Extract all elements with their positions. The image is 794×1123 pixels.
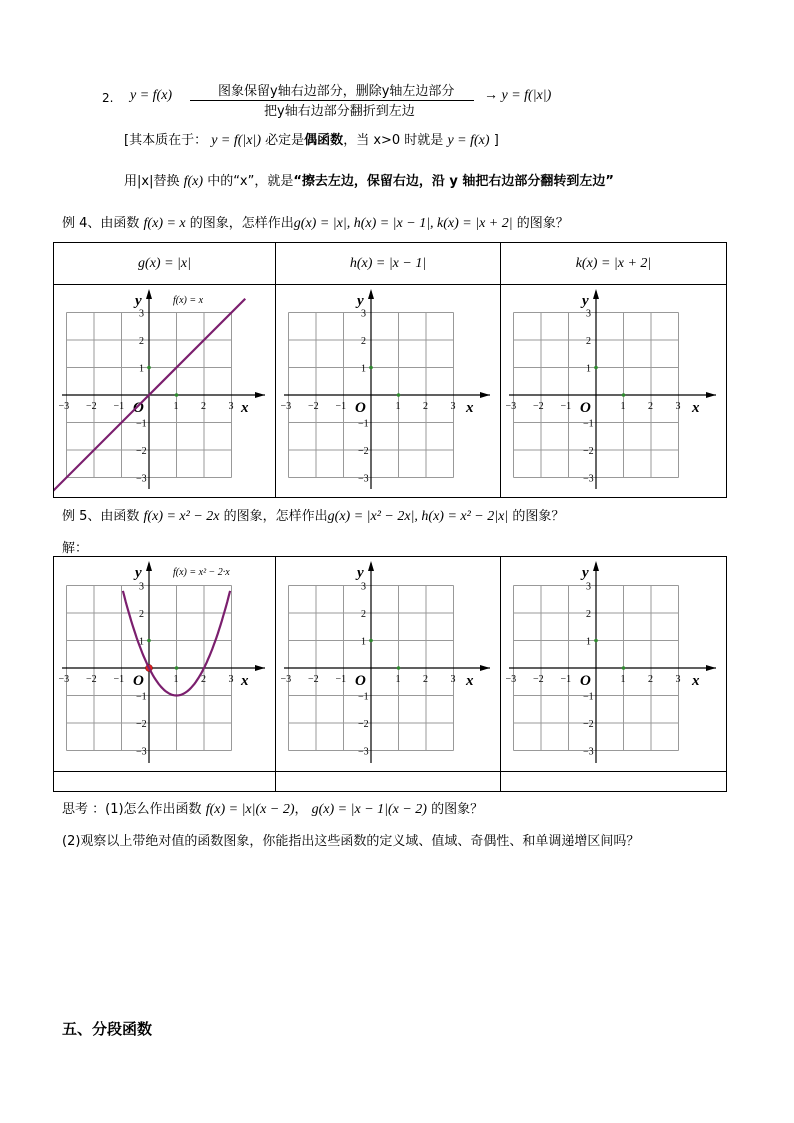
ex4-pre: 例 4、由函数 bbox=[62, 216, 140, 231]
graph-g[interactable] bbox=[54, 285, 275, 493]
solution-label: 解： bbox=[62, 541, 89, 556]
graph-ex5-h[interactable] bbox=[501, 557, 726, 767]
origin-label: O bbox=[580, 673, 591, 689]
x-axis-arrow bbox=[255, 392, 265, 398]
think1 bbox=[62, 798, 483, 818]
function-label: f(x) = x bbox=[173, 295, 204, 306]
y-tick-label: 3 bbox=[586, 581, 591, 593]
x-axis-label: x bbox=[692, 400, 700, 416]
y-tick-label: −1 bbox=[583, 418, 594, 430]
ex4-f: f(x) = x bbox=[143, 216, 186, 231]
y-tick-label: −2 bbox=[583, 446, 594, 457]
unit-dot-x bbox=[622, 393, 626, 397]
ex4-table bbox=[53, 242, 727, 498]
x-tick-label: −1 bbox=[560, 674, 572, 685]
ex5-end: 的图象？ bbox=[512, 509, 565, 524]
replace-line bbox=[124, 170, 614, 190]
y-tick-label: −1 bbox=[136, 691, 147, 703]
x-tick-label: 1 bbox=[620, 674, 626, 685]
x-tick-label: 2 bbox=[201, 401, 206, 412]
replace-pre: 用|x|替换 bbox=[124, 174, 180, 189]
x-tick-label: −1 bbox=[113, 401, 125, 412]
y-axis-arrow bbox=[146, 289, 152, 299]
replace-fx: f(x) bbox=[183, 174, 204, 189]
essence-mid2: ，当 x>0 时就是 bbox=[343, 133, 444, 148]
x-tick-label: −2 bbox=[533, 674, 544, 685]
essence-end: ] bbox=[493, 133, 499, 148]
graph-parabola[interactable] bbox=[54, 557, 275, 767]
x-tick-label: −1 bbox=[560, 401, 572, 412]
x-tick-label: −1 bbox=[335, 674, 347, 685]
x-tick-label: −3 bbox=[280, 674, 292, 685]
graph-k[interactable] bbox=[501, 285, 726, 493]
x-tick-label: −2 bbox=[86, 401, 97, 412]
x-tick-label: 2 bbox=[648, 401, 653, 412]
empty-cell bbox=[501, 772, 727, 792]
y-tick-label: 3 bbox=[139, 581, 144, 593]
y-tick-label: −2 bbox=[136, 446, 147, 457]
x-tick-label: 3 bbox=[675, 674, 681, 685]
y-tick-label: −3 bbox=[136, 473, 147, 485]
x-axis-arrow bbox=[706, 665, 716, 671]
unit-dot-x bbox=[622, 666, 626, 670]
empty-cell bbox=[276, 772, 501, 792]
x-tick-label: 1 bbox=[173, 674, 179, 685]
essence-pre: [其本质在于： bbox=[124, 133, 208, 148]
x-tick-label: −3 bbox=[280, 401, 292, 412]
y-axis-label: y bbox=[582, 565, 589, 581]
function-label: f(x) = x² − 2·x bbox=[173, 567, 230, 578]
graph-cell bbox=[276, 285, 501, 498]
y-tick-label: 2 bbox=[586, 336, 591, 347]
think2: (2)观察以上带绝对值的函数图象，你能指出这些函数的定义域、值域、奇偶性、和单调递增区间吗？ bbox=[62, 834, 640, 849]
x-tick-label: 3 bbox=[675, 401, 681, 412]
ex4-header-g: g(x) = |x| bbox=[54, 243, 276, 285]
y-tick-label: 1 bbox=[586, 636, 591, 648]
x-axis-arrow bbox=[480, 665, 490, 671]
x-axis-arrow bbox=[480, 392, 490, 398]
origin-label: O bbox=[133, 673, 144, 689]
graph-cell bbox=[276, 557, 501, 772]
think1-end: 的图象？ bbox=[431, 802, 484, 817]
y-tick-label: −2 bbox=[583, 719, 594, 730]
unit-dot-y bbox=[369, 639, 373, 643]
y-tick-label: 3 bbox=[361, 581, 366, 593]
y-tick-label: 1 bbox=[361, 363, 366, 375]
x-tick-label: −3 bbox=[505, 401, 517, 412]
y-tick-label: 2 bbox=[361, 609, 366, 620]
graph-h[interactable] bbox=[276, 285, 500, 493]
x-tick-label: 3 bbox=[228, 401, 234, 412]
y-tick-label: −2 bbox=[136, 719, 147, 730]
essence-even: 偶函数 bbox=[304, 133, 344, 148]
x-axis-label: x bbox=[692, 673, 700, 689]
x-tick-label: −3 bbox=[505, 674, 517, 685]
y-tick-label: 2 bbox=[139, 609, 144, 620]
essence-f2: y = f(x) bbox=[447, 133, 490, 148]
x-tick-label: −3 bbox=[58, 401, 70, 412]
ex4-header-h: h(x) = |x − 1| bbox=[276, 243, 501, 285]
y-tick-label: −3 bbox=[583, 746, 594, 758]
graph-cell bbox=[54, 557, 276, 772]
y-tick-label: 1 bbox=[139, 636, 144, 648]
y-axis-label: y bbox=[135, 293, 142, 309]
essence-mid: 必定是 bbox=[265, 133, 305, 148]
y-tick-label: −1 bbox=[358, 691, 369, 703]
y-tick-label: 1 bbox=[139, 363, 144, 375]
x-tick-label: 1 bbox=[620, 401, 626, 412]
y-tick-label: 1 bbox=[586, 363, 591, 375]
y-tick-label: −3 bbox=[136, 746, 147, 758]
x-tick-label: 3 bbox=[450, 401, 456, 412]
replace-mid: 中的“x”，就是 bbox=[207, 174, 294, 189]
y-tick-label: −1 bbox=[358, 418, 369, 430]
sec2-number: 2. bbox=[102, 91, 114, 105]
y-axis-arrow bbox=[593, 289, 599, 299]
ex5-question bbox=[62, 505, 564, 525]
y-tick-label: 3 bbox=[361, 308, 366, 320]
unit-dot-y bbox=[594, 366, 598, 370]
sec2-lhs: y = f(x) bbox=[130, 88, 173, 103]
x-tick-label: −2 bbox=[308, 674, 319, 685]
ex4-end: 的图象？ bbox=[516, 216, 569, 231]
ex4-header-k: k(x) = |x + 2| bbox=[501, 243, 727, 285]
unit-dot-y bbox=[147, 639, 151, 643]
x-tick-label: 2 bbox=[423, 401, 428, 412]
x-tick-label: −2 bbox=[86, 674, 97, 685]
y-tick-label: 2 bbox=[586, 609, 591, 620]
y-tick-label: −2 bbox=[358, 446, 369, 457]
unit-dot-x bbox=[175, 666, 179, 670]
graph-cell bbox=[501, 285, 727, 498]
x-tick-label: 2 bbox=[201, 674, 206, 685]
y-tick-label: −3 bbox=[583, 473, 594, 485]
x-axis-label: x bbox=[466, 673, 474, 689]
unit-dot-x bbox=[175, 393, 179, 397]
graph-cell bbox=[501, 557, 727, 772]
ex4-question bbox=[62, 212, 569, 232]
ex5-f: f(x) = x² − 2x bbox=[143, 509, 220, 524]
think1-f: f(x) = |x|(x − 2) bbox=[205, 802, 295, 817]
y-tick-label: −1 bbox=[583, 691, 594, 703]
y-tick-label: −3 bbox=[358, 473, 369, 485]
essence-f1: y = f(|x|) bbox=[211, 133, 262, 148]
unit-dot-x bbox=[397, 666, 401, 670]
y-tick-label: −3 bbox=[358, 746, 369, 758]
y-axis-arrow bbox=[146, 561, 152, 571]
x-tick-label: 1 bbox=[395, 401, 401, 412]
unit-dot-y bbox=[147, 366, 151, 370]
sec2-arrow-top: 图象保留y轴右边部分，删除y轴左边部分 bbox=[218, 84, 455, 99]
ex5-funcs: g(x) = |x² − 2x|, h(x) = x² − 2|x| bbox=[327, 509, 509, 524]
y-axis-arrow bbox=[368, 561, 374, 571]
y-axis-label: y bbox=[357, 293, 364, 309]
sec2-rhs: → y = f(|x|) bbox=[484, 88, 552, 103]
x-axis-arrow bbox=[255, 665, 265, 671]
y-tick-label: −2 bbox=[358, 719, 369, 730]
y-tick-label: 3 bbox=[139, 308, 144, 320]
y-axis-arrow bbox=[368, 289, 374, 299]
x-axis-label: x bbox=[241, 673, 249, 689]
x-axis-label: x bbox=[241, 400, 249, 416]
think1-g: g(x) = |x − 1|(x − 2) bbox=[311, 802, 427, 817]
x-tick-label: 3 bbox=[228, 674, 234, 685]
ex4-mid: 的图象，怎样作出 bbox=[189, 216, 294, 231]
sec2-arrow-bottom: 把y轴右边部分翻折到左边 bbox=[264, 104, 415, 119]
unit-dot-y bbox=[369, 366, 373, 370]
y-tick-label: −1 bbox=[136, 418, 147, 430]
y-axis-label: y bbox=[582, 293, 589, 309]
x-tick-label: −1 bbox=[113, 674, 125, 685]
x-axis-label: x bbox=[466, 400, 474, 416]
x-tick-label: −3 bbox=[58, 674, 70, 685]
section5-title: 五、分段函数 bbox=[62, 1020, 153, 1038]
replace-bold: “擦去左边，保留右边，沿 y 轴把右边部分翻转到左边” bbox=[293, 174, 614, 189]
origin-label: O bbox=[580, 400, 591, 416]
x-tick-label: 2 bbox=[648, 674, 653, 685]
think1-pre: 思考 ：(1)怎么作出函数 bbox=[62, 802, 202, 817]
y-tick-label: 2 bbox=[361, 336, 366, 347]
origin-label: O bbox=[355, 400, 366, 416]
x-tick-label: 1 bbox=[173, 401, 179, 412]
x-tick-label: 1 bbox=[395, 674, 401, 685]
x-tick-label: −2 bbox=[533, 401, 544, 412]
ex4-funcs: g(x) = |x|, h(x) = |x − 1|, k(x) = |x + 2| bbox=[293, 216, 513, 231]
origin-label: O bbox=[355, 673, 366, 689]
unit-dot-y bbox=[594, 639, 598, 643]
graph-cell bbox=[54, 285, 276, 498]
y-tick-label: 3 bbox=[586, 308, 591, 320]
x-tick-label: −2 bbox=[308, 401, 319, 412]
x-tick-label: 2 bbox=[423, 674, 428, 685]
x-tick-label: −1 bbox=[335, 401, 347, 412]
origin-label: O bbox=[133, 400, 144, 416]
ex5-pre: 例 5、由函数 bbox=[62, 509, 140, 524]
ex5-table bbox=[53, 556, 727, 792]
ex5-mid: 的图象，怎样作出 bbox=[223, 509, 328, 524]
x-tick-label: 3 bbox=[450, 674, 456, 685]
empty-cell bbox=[54, 772, 276, 792]
y-axis-label: y bbox=[357, 565, 364, 581]
think1-sep: ， bbox=[294, 802, 308, 817]
y-tick-label: 2 bbox=[139, 336, 144, 347]
y-axis-label: y bbox=[135, 565, 142, 581]
graph-ex5-g[interactable] bbox=[276, 557, 500, 767]
x-axis-arrow bbox=[706, 392, 716, 398]
y-tick-label: 1 bbox=[361, 636, 366, 648]
y-axis-arrow bbox=[593, 561, 599, 571]
unit-dot-x bbox=[397, 393, 401, 397]
essence-line bbox=[124, 129, 499, 149]
